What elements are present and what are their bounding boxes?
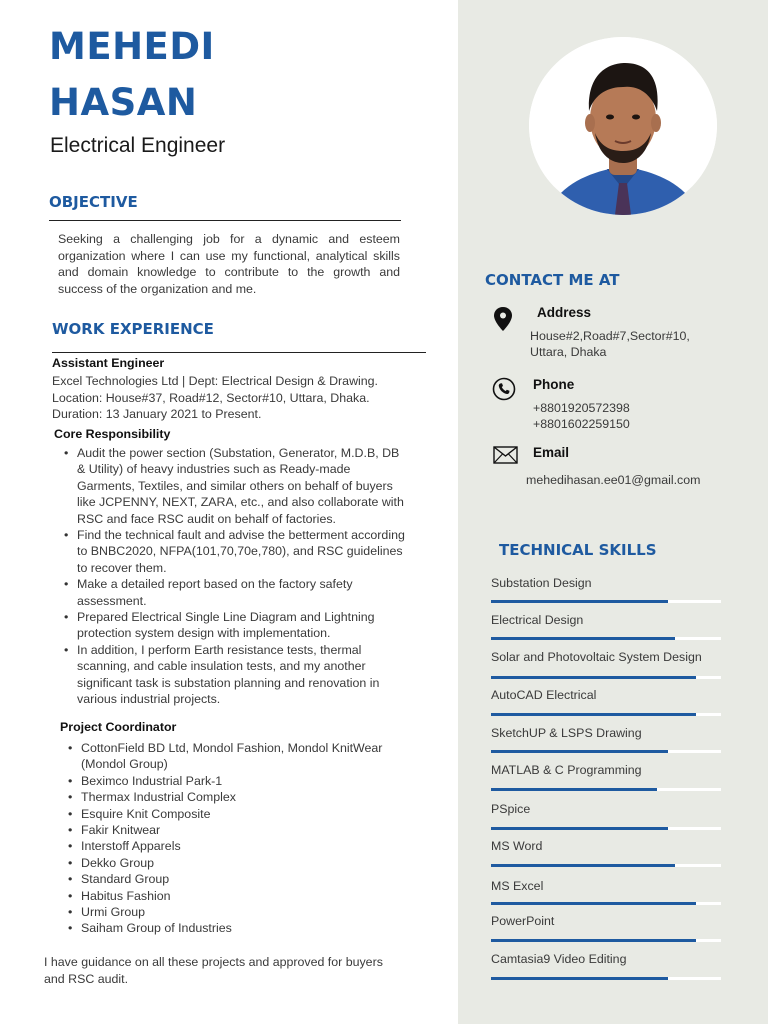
list-item: • Saiham Group of Industries (68, 920, 408, 936)
skill-bar-track (491, 939, 721, 942)
address-line-1: House#2,Road#7,Sector#10, (530, 329, 690, 343)
skill-bar-fill (491, 827, 668, 830)
phone-icon (492, 377, 516, 401)
phone-label: Phone (533, 377, 575, 392)
skill-bar-fill (491, 902, 696, 905)
contact-heading: CONTACT ME AT (485, 271, 620, 289)
skill-bar-track (491, 637, 721, 640)
list-item: • In addition, I perform Earth resistance tests, thermal scanning, and cable insulation tests, and my another significant task is substation planning and renovation in various industrial projects. (64, 642, 410, 708)
position-title: Assistant Engineer (52, 356, 165, 370)
list-item: • Prepared Electrical Single Line Diagram and Lightning protection system design with implementation. (64, 609, 410, 642)
skill-bar-fill (491, 600, 668, 603)
skill-bar-track (491, 902, 721, 905)
list-item: • Standard Group (68, 871, 408, 887)
list-item: • Dekko Group (68, 855, 408, 871)
list-item: • Esquire Knit Composite (68, 806, 408, 822)
list-item: • CottonField BD Ltd, Mondol Fashion, Mondol KnitWear (Mondol Group) (68, 740, 408, 773)
skill-bar-track (491, 600, 721, 603)
list-item: • Fakir Knitwear (68, 822, 408, 838)
list-item: • Interstoff Apparels (68, 838, 408, 854)
address-label: Address (537, 305, 592, 320)
skill-name: MS Excel (491, 879, 544, 893)
skill-bar-fill (491, 939, 696, 942)
project-coordinator-heading: Project Coordinator (60, 720, 177, 734)
project-list (68, 740, 408, 937)
phone-number-2: +8801602259150 (533, 417, 630, 431)
skill-name: SketchUP & LSPS Drawing (491, 726, 642, 740)
skill-bar-fill (491, 864, 675, 867)
skill-name: Camtasia9 Video Editing (491, 952, 627, 966)
skill-bar-fill (491, 788, 657, 791)
work-experience-divider (52, 352, 426, 353)
skill-name: AutoCAD Electrical (491, 688, 597, 702)
skill-name: Substation Design (491, 576, 592, 590)
list-item: • Make a detailed report based on the factory safety assessment. (64, 576, 410, 609)
skill-name: PSpice (491, 802, 531, 816)
objective-heading: OBJECTIVE (49, 193, 138, 211)
skill-bar-track (491, 788, 721, 791)
skill-name: Electrical Design (491, 613, 584, 627)
address-line-2: Uttara, Dhaka (530, 345, 607, 359)
technical-skills-heading: TECHNICAL SKILLS (499, 541, 657, 559)
job-title: Electrical Engineer (50, 134, 226, 157)
skill-bar-fill (491, 676, 696, 679)
list-item: • Beximco Industrial Park-1 (68, 773, 408, 789)
email-label: Email (533, 445, 570, 460)
skill-bar-fill (491, 713, 696, 716)
list-item: • Find the technical fault and advise the betterment according to BNBC2020, NFPA(101,70,70e,780), and RSC guidelines to recover them. (64, 527, 410, 576)
last-name: HASAN (49, 81, 198, 124)
objective-divider (49, 220, 401, 221)
skill-bar-track (491, 864, 721, 867)
skill-bar-fill (491, 977, 668, 980)
skill-name: Solar and Photovoltaic System Design (491, 650, 702, 664)
skill-bar-track (491, 977, 721, 980)
work-experience-heading: WORK EXPERIENCE (52, 320, 214, 338)
company-line: Excel Technologies Ltd | Dept: Electrical Design & Drawing. (52, 374, 378, 388)
duration-line: Duration: 13 January 2021 to Present. (52, 407, 262, 421)
skill-bar-fill (491, 637, 675, 640)
skill-bar-track (491, 827, 721, 830)
envelope-icon (493, 446, 518, 464)
closing-statement: I have guidance on all these projects and approved for buyers and RSC audit. (44, 955, 383, 986)
core-responsibility-heading: Core Responsibility (54, 427, 171, 441)
skill-bar-fill (491, 750, 668, 753)
profile-photo (529, 37, 717, 215)
skill-name: MS Word (491, 839, 543, 853)
location-pin-icon (493, 306, 513, 332)
skill-bar-track (491, 676, 721, 679)
list-item: • Habitus Fashion (68, 888, 408, 904)
person-portrait-icon (529, 37, 717, 215)
skill-name: PowerPoint (491, 914, 555, 928)
first-name: MEHEDI (49, 25, 215, 68)
objective-text: Seeking a challenging job for a dynamic and esteem organization where I can use my functional, analytical skills and domain knowledge to contribute to the growth and success of the organization and me. (58, 232, 400, 296)
location-line: Location: House#37, Road#12, Sector#10, Uttara, Dhaka. (52, 391, 370, 405)
list-item: • Urmi Group (68, 904, 408, 920)
list-item: • Audit the power section (Substation, Generator, M.D.B, DB & Utility) of heavy industries such as Ready-made Garments, Textiles, and similar others on behalf of buyers like JCPENNY, NEXT, ZARA, etc., and also collaborate with RSC and face RSC audit on behalf of factories. (64, 445, 410, 527)
email-address[interactable]: mehedihasan.ee01@gmail.com (526, 473, 701, 487)
skill-bar-track (491, 750, 721, 753)
list-item: • Thermax Industrial Complex (68, 789, 408, 805)
skill-name: MATLAB & C Programming (491, 763, 642, 777)
skill-bar-track (491, 713, 721, 716)
responsibility-list (64, 445, 410, 708)
phone-number-1: +8801920572398 (533, 401, 630, 415)
